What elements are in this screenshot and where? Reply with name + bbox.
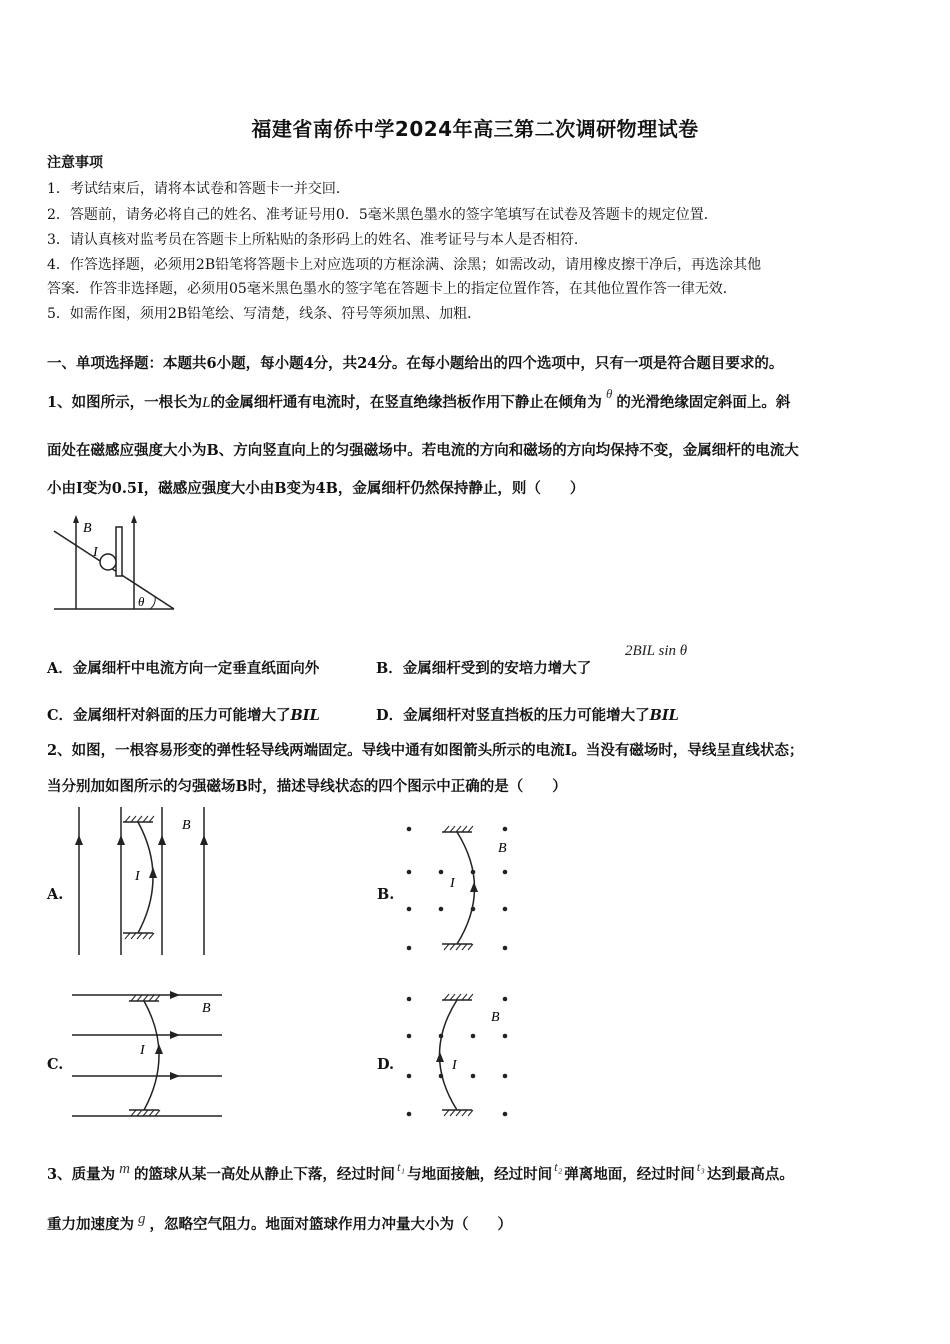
q1-option-d[interactable] bbox=[376, 704, 679, 725]
q2-figure-d bbox=[400, 990, 520, 1122]
q1-line2: 面处在磁感应强度大小为B、方向竖直向上的匀强磁场中。若电流的方向和磁场的方向均保持不变，金属细杆的电流大 bbox=[47, 442, 799, 459]
label-I: I bbox=[140, 1043, 145, 1058]
q1-text: 的光滑绝缘固定斜面上。斜 bbox=[616, 394, 791, 411]
notice-item: 1．考试结束后，请将本试卷和答题卡一并交回． bbox=[47, 181, 350, 197]
q1-option-a[interactable]: A．金属细杆中电流方向一定垂直纸面向外 bbox=[47, 660, 320, 677]
q2-line1: 2、如图，一根容易形变的弹性轻导线两端固定。导线中通有如图箭头所示的电流I。当没有磁场时，导线呈直线状态； bbox=[47, 742, 804, 759]
symbol-L: L bbox=[202, 395, 211, 411]
notice-item: 4．作答选择题，必须用2B铅笔将答题卡上对应选项的方框涂满、涂黑；如需改动，请用橡皮擦干净后，再选涂其他 bbox=[47, 257, 762, 273]
q1-line3: 小由I变为0.5I，磁感应强度大小由B变为4B，金属细杆仍然保持静止，则（ ） bbox=[47, 480, 585, 497]
q1-option-c-text: C．金属细杆对斜面的压力可能增大了 bbox=[47, 707, 291, 724]
q2-figure-a bbox=[70, 805, 215, 960]
q1-option-c[interactable] bbox=[47, 704, 320, 725]
q1-option-d-text: D．金属细杆对竖直挡板的压力可能增大了 bbox=[376, 707, 650, 724]
incline-line bbox=[54, 531, 174, 609]
q2-figure-c bbox=[70, 988, 225, 1120]
baffle-plate bbox=[116, 527, 122, 576]
label-I: I bbox=[452, 1058, 457, 1073]
q1-option-b-formula: 2BIL sin θ bbox=[625, 643, 688, 659]
q1-text: 1、如图所示，一根长为 bbox=[47, 394, 203, 411]
label-B: B bbox=[202, 1001, 211, 1016]
q1-option-b[interactable]: B．金属细杆受到的安培力增大了 bbox=[376, 660, 592, 677]
notice-item: 答案．作答非选择题，必须用05毫米黑色墨水的签字笔在答题卡上的指定位置作答，在其他位置作答一律无效． bbox=[47, 281, 737, 297]
q3-text: 3、质量为 bbox=[47, 1166, 116, 1183]
symbol-t1: t₁ bbox=[396, 1159, 406, 1174]
notice-item: 5．如需作图，须用2B铅笔绘、写清楚，线条、符号等须加黑、加粗． bbox=[47, 306, 482, 322]
label-B: B bbox=[83, 521, 92, 536]
symbol-t3: t₃ bbox=[696, 1159, 705, 1174]
q2-option-a-label[interactable]: A. bbox=[47, 886, 64, 903]
metal-rod bbox=[100, 554, 116, 570]
angle-arc bbox=[150, 597, 155, 609]
label-I: I bbox=[93, 545, 98, 560]
label-B: B bbox=[498, 841, 507, 856]
q2-line2: 当分别加如图所示的匀强磁场B时，描述导线状态的四个图示中正确的是（ ） bbox=[47, 778, 567, 795]
q3-text: 弹离地面，经过时间 bbox=[564, 1166, 695, 1183]
symbol-BIL: BIL bbox=[649, 707, 679, 724]
q2-option-b-label[interactable]: B. bbox=[377, 886, 395, 903]
q3-text: 与地面接触，经过时间 bbox=[407, 1166, 553, 1183]
label-B: B bbox=[491, 1010, 500, 1025]
q3-line2 bbox=[47, 1213, 512, 1234]
q2-option-d-label[interactable]: D. bbox=[377, 1056, 395, 1073]
label-I: I bbox=[135, 869, 140, 884]
q3-text: ，忽略空气阻力。地面对篮球作用力冲量大小为（ ） bbox=[149, 1216, 512, 1233]
field-arrow bbox=[73, 515, 79, 523]
notice-heading: 注意事项 bbox=[47, 155, 103, 171]
q3-line1 bbox=[47, 1159, 794, 1184]
symbol-g: g bbox=[138, 1211, 146, 1227]
label-theta: θ bbox=[138, 594, 145, 609]
symbol-m: m bbox=[119, 1161, 130, 1177]
q2-option-c-label[interactable]: C. bbox=[47, 1056, 64, 1073]
label-B: B bbox=[182, 818, 191, 833]
q1-line1 bbox=[47, 386, 791, 412]
symbol-BIL: BIL bbox=[290, 707, 320, 724]
section-heading: 一、单项选择题：本题共6小题，每小题4分，共24分。在每小题给出的四个选项中，只有一项是符合题目要求的。 bbox=[47, 355, 784, 372]
q1-diagram bbox=[44, 510, 184, 615]
q2-figure-b bbox=[400, 820, 520, 955]
field-arrow bbox=[131, 515, 137, 523]
notice-item: 3．请认真核对监考员在答题卡上所粘贴的条形码上的姓名、准考证号与本人是否相符． bbox=[47, 232, 588, 248]
q3-text: 的篮球从某一高处从静止下落，经过时间 bbox=[133, 1166, 395, 1183]
symbol-t2: t₂ bbox=[554, 1159, 563, 1174]
q3-text: 达到最高点。 bbox=[706, 1166, 794, 1183]
symbol-theta: θ bbox=[605, 386, 613, 401]
page-title: 福建省南侨中学2024年高三第二次调研物理试卷 bbox=[251, 117, 699, 141]
notice-item: 2．答题前，请务必将自己的姓名、准考证号用0．5毫米黑色墨水的签字笔填写在试卷及答题卡的规定位置． bbox=[47, 207, 718, 223]
label-I: I bbox=[450, 876, 455, 891]
q1-text: 的金属细杆通有电流时，在竖直绝缘挡板作用下静止在倾角为 bbox=[210, 394, 602, 411]
q3-text: 重力加速度为 bbox=[47, 1216, 134, 1233]
